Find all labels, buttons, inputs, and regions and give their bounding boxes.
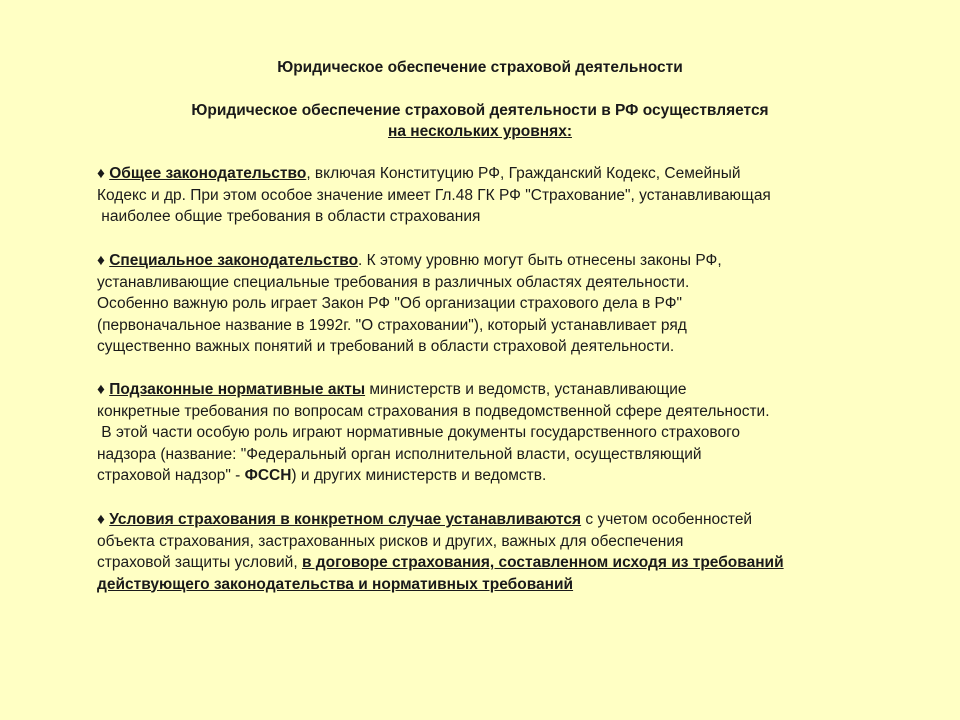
section-text: , включая Конституцию РФ, Гражданский Кодекс, Семейный <box>306 165 741 182</box>
section-text: Кодекс и др. При этом особое значение имеет Гл.48 ГК РФ "Страхование", устанавливающая <box>97 186 771 204</box>
contract-emphasis: в договоре страхования, составленном исходя из требований <box>301 554 784 571</box>
section-text: (первоначальное название в 1992г. "О страховании"), который устанавливает ряд <box>97 316 687 334</box>
contract-emphasis: действующего законодательства и нормативных требований <box>97 575 574 593</box>
page-title: Юридическое обеспечение страховой деятельности <box>277 59 683 76</box>
fssn-abbreviation: ФССН <box>244 467 292 484</box>
section-text: существенно важных понятий и требований в области страховой деятельности. <box>97 338 675 355</box>
section-text: страховой надзор" - <box>97 467 245 484</box>
section-text: устанавливающие специальные требования в различных областях деятельности. <box>97 273 690 291</box>
diamond-bullet-icon: ♦ <box>97 252 105 269</box>
section-heading: Условия страхования в конкретном случае устанавливаются <box>109 511 582 528</box>
diamond-bullet-icon: ♦ <box>97 511 105 528</box>
section-text: страховой защиты условий, <box>97 554 302 571</box>
section-text: надзора (название: "Федеральный орган исполнительной власти, осуществляющий <box>97 445 702 463</box>
section-heading: Общее законодательство <box>109 165 307 182</box>
section-general-legislation <box>97 163 937 228</box>
section-heading: Подзаконные нормативные акты <box>109 381 366 398</box>
section-text: . К этому уровню могут быть отнесены законы РФ, <box>358 252 722 269</box>
section-special-legislation <box>97 250 937 358</box>
section-insurance-conditions <box>97 509 937 595</box>
section-heading: Специальное законодательство <box>109 252 359 269</box>
section-text: объекта страхования, застрахованных рисков и других, важных для обеспечения <box>97 532 684 550</box>
section-text: ) и других министерств и ведомств. <box>291 467 547 484</box>
subtitle <box>0 100 960 142</box>
section-text: наиболее общие требования в области страхования <box>97 208 481 225</box>
section-bylaws <box>97 379 937 487</box>
diamond-bullet-icon: ♦ <box>97 165 105 182</box>
subtitle-line: Юридическое обеспечение страховой деятельности в РФ осуществляется <box>191 102 769 119</box>
section-text: Особенно важную роль играет Закон РФ "Об организации страхового дела в РФ" <box>97 295 683 312</box>
section-text: министерств и ведомств, устанавливающие <box>365 381 687 398</box>
section-text: конкретные требования по вопросам страхования в подведомственной сфере деятельности. <box>97 402 770 420</box>
section-text: В этой части особую роль играют нормативные документы государственного страхового <box>97 424 741 441</box>
section-text: с учетом особенностей <box>581 511 753 528</box>
diamond-bullet-icon: ♦ <box>97 381 105 398</box>
subtitle-levels: на нескольких уровнях: <box>388 123 572 140</box>
